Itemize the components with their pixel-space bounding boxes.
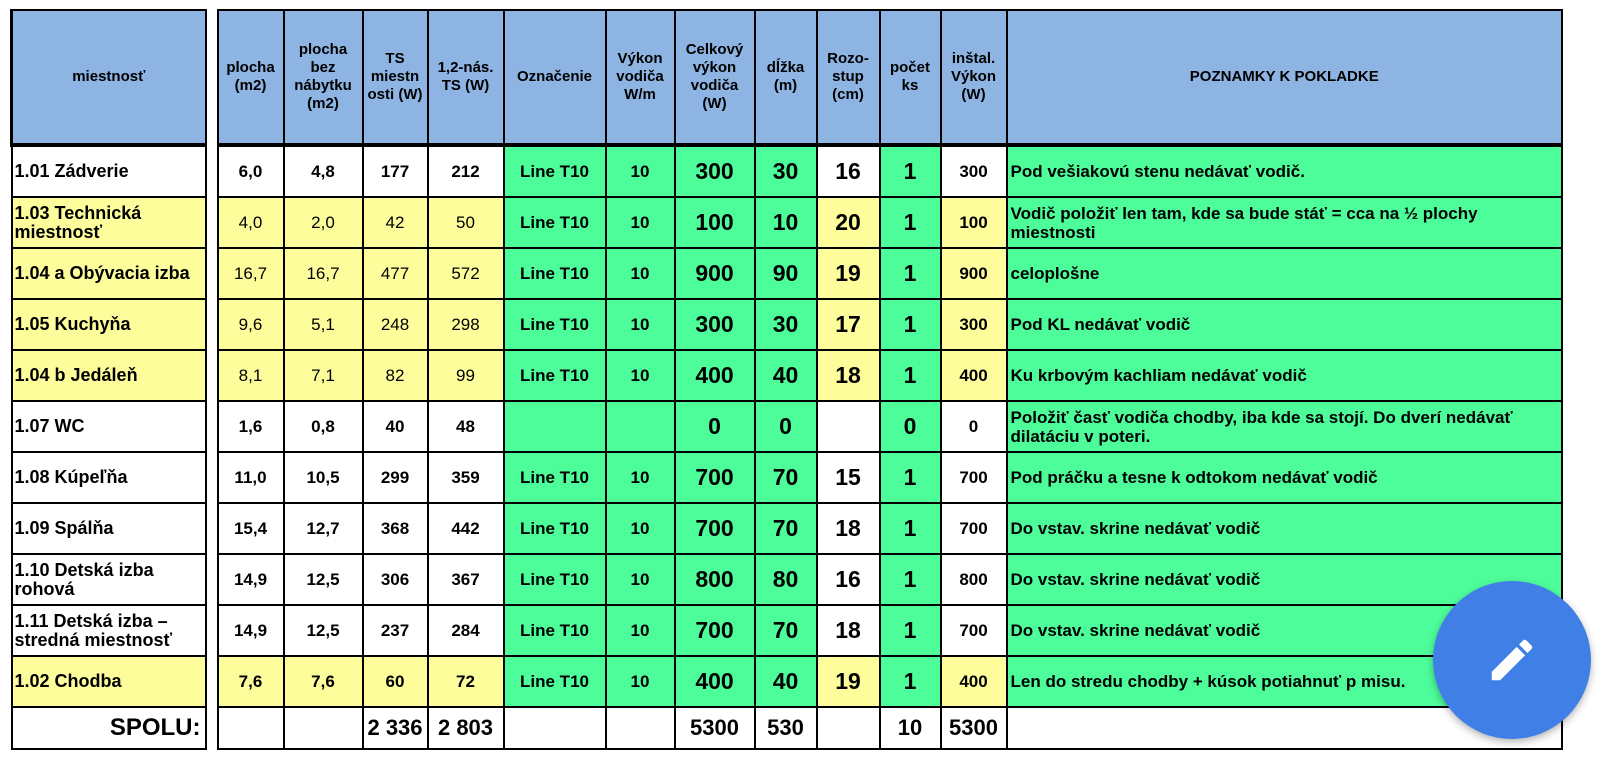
spacing-cell: 20 — [817, 197, 880, 248]
room-name: 1.05 Kuchyňa — [12, 299, 206, 350]
header-notes: POZNAMKY K POKLADKE — [1007, 10, 1563, 145]
room-name: 1.03 Technická miestnosť — [12, 197, 206, 248]
label-cell: Line T10 — [504, 299, 606, 350]
installed-cell: 700 — [941, 605, 1007, 656]
ts12-cell: 212 — [428, 145, 504, 197]
header-row — [12, 10, 1563, 145]
ts12-cell: 50 — [428, 197, 504, 248]
ts12-cell: 442 — [428, 503, 504, 554]
ts-cell: 42 — [363, 197, 428, 248]
count-cell: 1 — [880, 145, 941, 197]
area-free-cell: 12,5 — [284, 554, 363, 605]
room-name: 1.09 Spálňa — [12, 503, 206, 554]
label-cell — [504, 401, 606, 452]
spacing-cell: 18 — [817, 503, 880, 554]
count-cell: 1 — [880, 248, 941, 299]
length-cell: 80 — [755, 554, 817, 605]
power-m-cell: 10 — [606, 656, 675, 707]
label-cell: Line T10 — [504, 503, 606, 554]
total-power-m — [606, 707, 675, 749]
count-cell: 1 — [880, 503, 941, 554]
length-cell: 90 — [755, 248, 817, 299]
table-row — [12, 605, 1563, 656]
spacing-cell: 19 — [817, 656, 880, 707]
power-m-cell: 10 — [606, 605, 675, 656]
room-name: 1.08 Kúpeľňa — [12, 452, 206, 503]
total-ts12: 2 803 — [428, 707, 504, 749]
length-cell: 70 — [755, 605, 817, 656]
ts-cell: 368 — [363, 503, 428, 554]
room-name: 1.04 b Jedáleň — [12, 350, 206, 401]
area-free-cell: 0,8 — [284, 401, 363, 452]
installed-cell: 300 — [941, 145, 1007, 197]
room-name: 1.07 WC — [12, 401, 206, 452]
ts-cell: 40 — [363, 401, 428, 452]
power-m-cell: 10 — [606, 248, 675, 299]
table-row — [12, 554, 1563, 605]
separator — [206, 350, 218, 401]
total-label: SPOLU: — [12, 707, 206, 749]
header-room: miestnosť — [12, 10, 206, 145]
power-m-cell: 10 — [606, 452, 675, 503]
separator — [206, 554, 218, 605]
separator — [206, 503, 218, 554]
installed-cell: 700 — [941, 452, 1007, 503]
area-free-cell: 2,0 — [284, 197, 363, 248]
installed-cell: 0 — [941, 401, 1007, 452]
power-m-cell: 10 — [606, 350, 675, 401]
total-spacing — [817, 707, 880, 749]
total-area — [218, 707, 284, 749]
count-cell: 1 — [880, 452, 941, 503]
note-cell: celoplošne — [1007, 248, 1563, 299]
ts-cell: 299 — [363, 452, 428, 503]
ts12-cell: 48 — [428, 401, 504, 452]
separator — [206, 197, 218, 248]
separator — [206, 452, 218, 503]
ts-cell: 477 — [363, 248, 428, 299]
ts12-cell: 284 — [428, 605, 504, 656]
count-cell: 1 — [880, 350, 941, 401]
total-power-cell: 700 — [675, 452, 755, 503]
total-power-cell: 400 — [675, 350, 755, 401]
note-cell: Ku krbovým kachliam nedávať vodič — [1007, 350, 1563, 401]
table-row — [12, 197, 1563, 248]
label-cell: Line T10 — [504, 656, 606, 707]
spacing-cell: 19 — [817, 248, 880, 299]
total-installed: 5300 — [941, 707, 1007, 749]
area-cell: 6,0 — [218, 145, 284, 197]
label-cell: Line T10 — [504, 554, 606, 605]
header-length: dĺžka (m) — [755, 10, 817, 145]
table-row — [12, 503, 1563, 554]
separator — [206, 10, 218, 145]
installed-cell: 700 — [941, 503, 1007, 554]
note-cell: Do vstav. skrine nedávať vodič — [1007, 554, 1563, 605]
area-free-cell: 12,7 — [284, 503, 363, 554]
count-cell: 0 — [880, 401, 941, 452]
power-m-cell: 10 — [606, 554, 675, 605]
header-spacing: Rozo-stup (cm) — [817, 10, 880, 145]
note-cell: Pod práčku a tesne k odtokom nedávať vodič — [1007, 452, 1563, 503]
power-m-cell: 10 — [606, 197, 675, 248]
area-free-cell: 7,6 — [284, 656, 363, 707]
power-m-cell: 10 — [606, 299, 675, 350]
spacing-cell: 16 — [817, 145, 880, 197]
area-cell: 14,9 — [218, 605, 284, 656]
label-cell: Line T10 — [504, 452, 606, 503]
header-ts-12: 1,2-nás. TS (W) — [428, 10, 504, 145]
total-length: 530 — [755, 707, 817, 749]
table-row — [12, 145, 1563, 197]
area-free-cell: 12,5 — [284, 605, 363, 656]
area-free-cell: 4,8 — [284, 145, 363, 197]
table-row — [12, 452, 1563, 503]
note-cell: Do vstav. skrine nedávať vodič — [1007, 605, 1563, 656]
area-free-cell: 7,1 — [284, 350, 363, 401]
ts12-cell: 72 — [428, 656, 504, 707]
ts-cell: 237 — [363, 605, 428, 656]
spacing-cell: 17 — [817, 299, 880, 350]
note-cell: Len do stredu chodby + kúsok potiahnuť p misu. — [1007, 656, 1563, 707]
header-total-power: Celkový výkon vodiča (W) — [675, 10, 755, 145]
length-cell: 30 — [755, 145, 817, 197]
table-row — [12, 350, 1563, 401]
total-power-cell: 700 — [675, 503, 755, 554]
installed-cell: 800 — [941, 554, 1007, 605]
header-label: Označenie — [504, 10, 606, 145]
label-cell: Line T10 — [504, 145, 606, 197]
installed-cell: 400 — [941, 350, 1007, 401]
note-cell: Vodič položiť len tam, kde sa bude stáť = cca na ½ plochy miestnosti — [1007, 197, 1563, 248]
count-cell: 1 — [880, 299, 941, 350]
power-m-cell — [606, 401, 675, 452]
note-cell: Pod vešiakovú stenu nedávať vodič. — [1007, 145, 1563, 197]
header-installed: inštal. Výkon (W) — [941, 10, 1007, 145]
area-free-cell: 10,5 — [284, 452, 363, 503]
separator — [206, 605, 218, 656]
separator — [206, 401, 218, 452]
edit-button[interactable] — [1433, 581, 1591, 739]
heating-table — [10, 9, 1563, 750]
total-power-cell: 300 — [675, 299, 755, 350]
total-ts: 2 336 — [363, 707, 428, 749]
area-cell: 15,4 — [218, 503, 284, 554]
count-cell: 1 — [880, 197, 941, 248]
count-cell: 1 — [880, 656, 941, 707]
installed-cell: 900 — [941, 248, 1007, 299]
installed-cell: 300 — [941, 299, 1007, 350]
note-cell: Do vstav. skrine nedávať vodič — [1007, 503, 1563, 554]
area-cell: 11,0 — [218, 452, 284, 503]
separator — [206, 656, 218, 707]
total-area-free — [284, 707, 363, 749]
header-power-m: Výkon vodiča W/m — [606, 10, 675, 145]
installed-cell: 100 — [941, 197, 1007, 248]
length-cell: 40 — [755, 350, 817, 401]
room-name: 1.04 a Obývacia izba — [12, 248, 206, 299]
area-cell: 16,7 — [218, 248, 284, 299]
ts12-cell: 359 — [428, 452, 504, 503]
header-area-free: plocha bez nábytku (m2) — [284, 10, 363, 145]
separator — [206, 248, 218, 299]
area-cell: 8,1 — [218, 350, 284, 401]
area-cell: 14,9 — [218, 554, 284, 605]
length-cell: 70 — [755, 452, 817, 503]
room-name: 1.02 Chodba — [12, 656, 206, 707]
room-name: 1.11 Detská izba – stredná miestnosť — [12, 605, 206, 656]
spacing-cell: 18 — [817, 350, 880, 401]
length-cell: 10 — [755, 197, 817, 248]
header-area: plocha (m2) — [218, 10, 284, 145]
room-name: 1.01 Zádverie — [12, 145, 206, 197]
ts12-cell: 572 — [428, 248, 504, 299]
ts-cell: 82 — [363, 350, 428, 401]
power-m-cell: 10 — [606, 145, 675, 197]
total-power-cell: 0 — [675, 401, 755, 452]
spacing-cell: 15 — [817, 452, 880, 503]
separator — [206, 299, 218, 350]
table-row — [12, 248, 1563, 299]
ts-cell: 60 — [363, 656, 428, 707]
area-cell: 7,6 — [218, 656, 284, 707]
total-power-cell: 900 — [675, 248, 755, 299]
ts12-cell: 367 — [428, 554, 504, 605]
separator — [206, 707, 218, 749]
area-cell: 9,6 — [218, 299, 284, 350]
ts12-cell: 99 — [428, 350, 504, 401]
installed-cell: 400 — [941, 656, 1007, 707]
area-cell: 4,0 — [218, 197, 284, 248]
label-cell: Line T10 — [504, 248, 606, 299]
area-cell: 1,6 — [218, 401, 284, 452]
spacing-cell: 16 — [817, 554, 880, 605]
count-cell: 1 — [880, 554, 941, 605]
length-cell: 40 — [755, 656, 817, 707]
length-cell: 70 — [755, 503, 817, 554]
total-power: 5300 — [675, 707, 755, 749]
table-row — [12, 299, 1563, 350]
count-cell: 1 — [880, 605, 941, 656]
spacing-cell: 18 — [817, 605, 880, 656]
spacing-cell — [817, 401, 880, 452]
length-cell: 0 — [755, 401, 817, 452]
header-ts-room: TS miestn osti (W) — [363, 10, 428, 145]
header-count: počet ks — [880, 10, 941, 145]
total-power-cell: 100 — [675, 197, 755, 248]
total-count: 10 — [880, 707, 941, 749]
table-row — [12, 656, 1563, 707]
total-row — [12, 707, 1563, 749]
label-cell: Line T10 — [504, 605, 606, 656]
power-m-cell: 10 — [606, 503, 675, 554]
note-cell: Položiť časť vodiča chodby, iba kde sa stojí. Do dverí nedávať dilatáciu v poteri. — [1007, 401, 1563, 452]
room-name: 1.10 Detská izba rohová — [12, 554, 206, 605]
ts-cell: 306 — [363, 554, 428, 605]
label-cell: Line T10 — [504, 197, 606, 248]
ts12-cell: 298 — [428, 299, 504, 350]
total-power-cell: 700 — [675, 605, 755, 656]
separator — [206, 145, 218, 197]
total-power-cell: 800 — [675, 554, 755, 605]
total-power-cell: 300 — [675, 145, 755, 197]
note-cell: Pod KL nedávať vodič — [1007, 299, 1563, 350]
area-free-cell: 5,1 — [284, 299, 363, 350]
total-power-cell: 400 — [675, 656, 755, 707]
length-cell: 30 — [755, 299, 817, 350]
ts-cell: 248 — [363, 299, 428, 350]
area-free-cell: 16,7 — [284, 248, 363, 299]
pencil-icon — [1485, 633, 1539, 687]
total-label-col — [504, 707, 606, 749]
label-cell: Line T10 — [504, 350, 606, 401]
table-row — [12, 401, 1563, 452]
ts-cell: 177 — [363, 145, 428, 197]
